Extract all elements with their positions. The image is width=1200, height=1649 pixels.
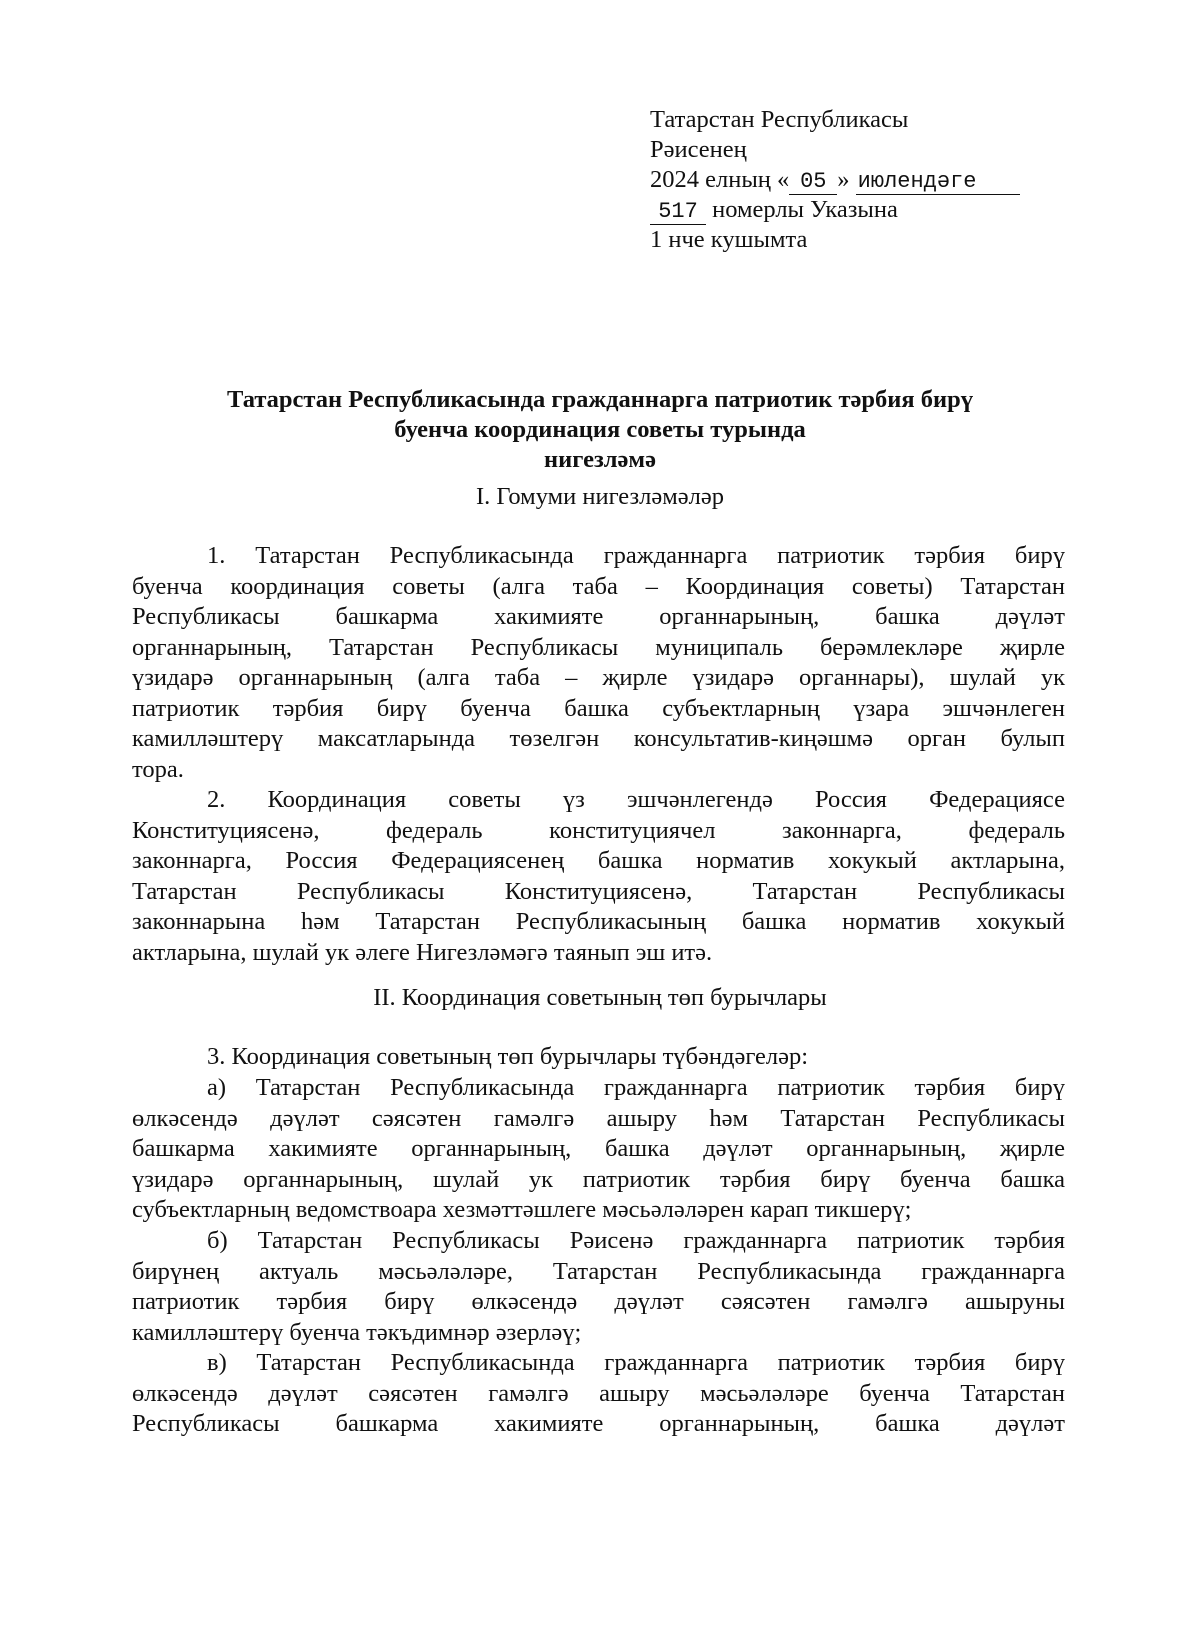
paragraph-line: Татарстан Республикасы Конституциясенә, Татарстан Республикасы [132,877,1065,905]
paragraph-line: органнарының, Татарстан Республикасы муниципаль берәмлекләре җирле [132,633,1065,661]
paragraph-line: Республикасы башкарма хакимияте органнарының, башка дәүләт [132,1410,1065,1437]
header-month-field: июлендәге [856,170,1020,195]
paragraph-line: патриотик тәрбия бирү буенча башка субъектларның үзара эшчәнлеген [132,694,1065,722]
title-line-2: буенча координация советы турында [394,416,806,443]
paragraph-line: тора. [132,755,184,783]
paragraph-2 [132,785,1065,968]
paragraph-line: өлкәсендә дәүләт сәясәтен гамәлгә ашыру мәсьәләләре буенча Татарстан [132,1379,1065,1407]
paragraph-line: башкарма хакимияте органнарының, башка дәүләт органнарының, җирле [132,1135,1065,1162]
paragraph-line: в) Татарстан Республикасында гражданнарга патриотик тәрбия бирү [207,1349,1065,1376]
paragraph-3a [132,1073,1065,1226]
paragraph-line: үзидарә органнарының, шулай ук патриотик тәрбия бирү буенча башка [132,1165,1065,1193]
appendix-header [650,105,1070,255]
paragraph-line: законнарына һәм Татарстан Республикасының башка норматив хокукый [132,908,1065,935]
title-line-1: Татарстан Республикасында гражданнарга патриотик тәрбия бирү [226,386,974,413]
paragraph-line: 2. Координация советы үз эшчәнлегендә Россия Федерациясе [207,786,1065,813]
header-line-date [650,165,1070,195]
paragraph-line: законнарга, Россия Федерациясенең башка норматив хокукый актларына, [132,847,1065,874]
paragraph-line: б) Татарстан Республикасы Рәисенә гражданнарга патриотик тәрбия [207,1227,1065,1254]
header-year-word: елның « [705,166,790,193]
section-heading-1: I. Гомуми нигезләмәләр [475,483,724,510]
header-day-field: 05 [789,170,837,195]
paragraph-line: бирүнең актуаль мәсьәләләре, Татарстан Республикасында гражданнарга [132,1257,1065,1285]
paragraph-line: 3. Координация советының төп бурычлары түбәндәгеләр: [207,1043,809,1070]
paragraph-3c [132,1348,1065,1440]
document-title [140,385,1060,475]
paragraph-line: өлкәсендә дәүләт сәясәтен гамәлгә ашыру һәм Татарстан Республикасы [132,1104,1065,1132]
paragraph-line: а) Татарстан Республикасында гражданнарга патриотик тәрбия бирү [207,1074,1065,1101]
paragraph-line: Республикасы башкарма хакимияте органнарының, башка дәүләт [132,603,1065,630]
paragraph-1 [132,541,1065,785]
header-line-head: Рәисенең [650,136,747,163]
paragraph-line: Конституциясенә, федераль конституциячел законнарга, федераль [132,816,1065,844]
header-decree-word: номерлы Указына [712,196,898,223]
paragraph-3b [132,1226,1065,1348]
title-line-3: нигезләмә [544,446,656,473]
paragraph-line: актларына, шулай ук әлеге Нигезләмәгә таянып эш итә. [132,938,713,966]
section-heading-2: II. Координация советының төп бурычлары [373,984,827,1011]
paragraph-line: камилләштерү максатларында төзелгән консультатив-киңәшмә орган булып [132,725,1065,752]
header-line-appendix: 1 нче кушымта [650,226,808,253]
paragraph-line: үзидарә органнарының (алга таба – җирле үзидарә органнары), шулай ук [132,664,1065,691]
header-close-quote: » [837,166,850,193]
header-decree-number: 517 [650,200,706,225]
header-line-decree [650,195,1070,225]
header-year: 2024 [650,166,699,193]
paragraph-line: патриотик тәрбия бирү өлкәсендә дәүләт сәясәтен гамәлгә ашыруны [132,1288,1065,1315]
paragraph-line: камилләштерү буенча тәкъдимнәр әзерләү; [132,1318,582,1346]
paragraph-3 [132,1042,1065,1073]
paragraph-line: субъектларның ведомствоара хезмәттәшлеге мәсьәләләрен карап тикшерү; [132,1196,912,1223]
paragraph-line: буенча координация советы (алга таба – Координация советы) Татарстан [132,572,1065,600]
paragraph-line: 1. Татарстан Республикасында гражданнарга патриотик тәрбия бирү [207,542,1065,569]
header-line-republic: Татарстан Республикасы [650,106,909,133]
